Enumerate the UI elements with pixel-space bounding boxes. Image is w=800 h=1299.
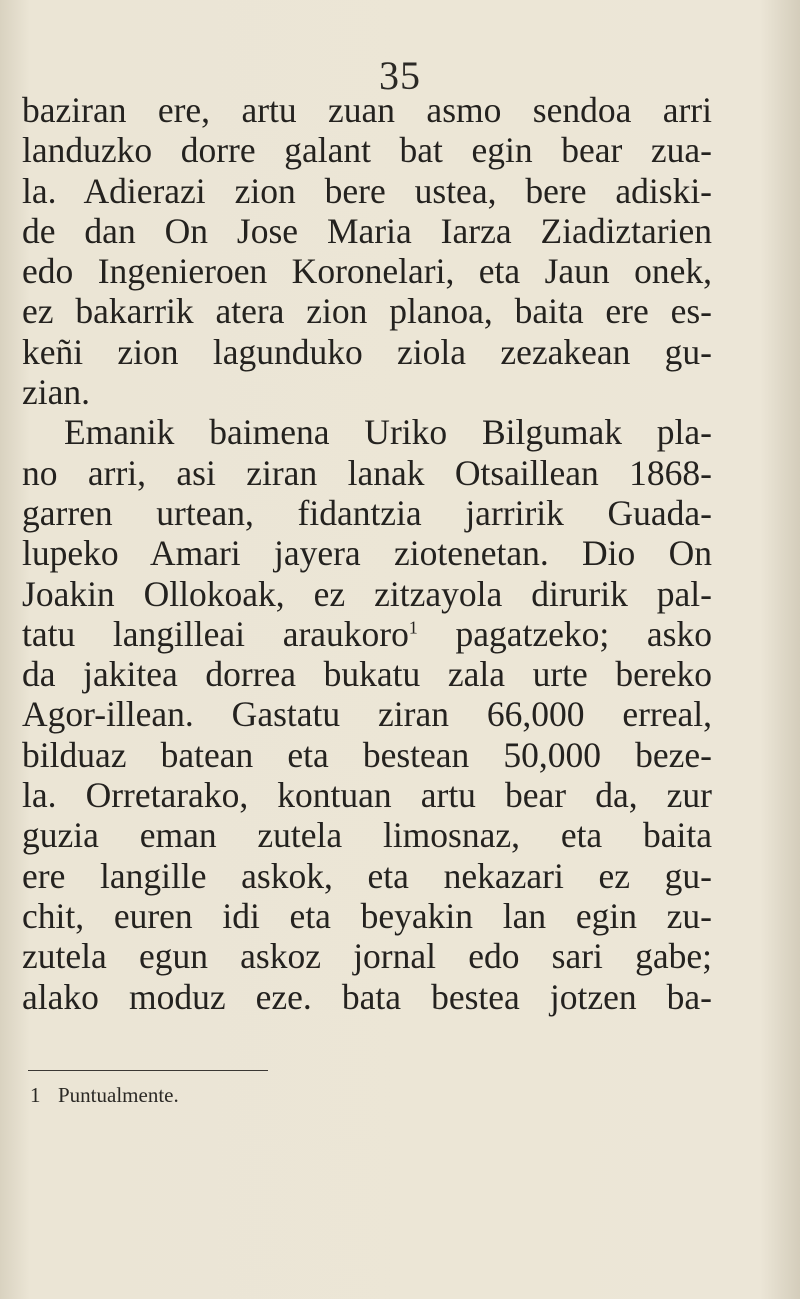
footnote — [30, 1083, 179, 1108]
text-line: de dan On Jose Maria Iarza Ziadiztarien — [22, 210, 712, 251]
text-line-with-footnote-ref — [22, 614, 712, 654]
text-line: Agor-illean. Gastatu ziran 66,000 erreal, — [22, 694, 712, 735]
text-line: keñi zion lagunduko ziola zezakean gu- — [22, 331, 712, 372]
text-line: landuzko dorre galant bat egin bear zua- — [22, 130, 712, 171]
text-line: garren urtean, fidantzia jarririk Guada- — [22, 492, 712, 533]
text-line: Emanik baimena Uriko Bilgumak pla- — [64, 412, 712, 453]
text-line: guzia eman zutela limosnaz, eta baita — [22, 815, 712, 856]
text-line: Joakin Ollokoak, ez zitzayola dirurik pal- — [22, 573, 712, 614]
footnote-number: 1 — [30, 1083, 41, 1107]
text-line: zian. — [22, 372, 91, 413]
page-number: 35 — [379, 53, 421, 98]
footnote-divider — [28, 1070, 268, 1071]
text-line: ez bakarrik atera zion planoa, baita ere es- — [22, 291, 712, 332]
body-text — [22, 90, 712, 1017]
text-line: lupeko Amari jayera ziotenetan. Dio On — [22, 533, 712, 574]
text-line: da jakitea dorrea bukatu zala urte bereko — [22, 654, 712, 695]
text-line: la. Adierazi zion bere ustea, bere adiski- — [22, 170, 712, 211]
footnote-text: Puntualmente. — [58, 1083, 179, 1107]
text-line: baziran ere, artu zuan asmo sendoa arri — [22, 90, 712, 130]
text-line: no arri, asi ziran lanak Otsaillean 1868- — [22, 452, 712, 493]
text-segment: pagatzeko; asko — [417, 613, 712, 654]
text-line: zutela egun askoz jornal edo sari gabe; — [22, 936, 712, 977]
text-segment: tatu langilleai araukoro — [22, 613, 409, 654]
text-line: alako moduz eze. bata bestea jotzen ba- — [22, 976, 712, 1017]
text-line: chit, euren idi eta beyakin lan egin zu- — [22, 895, 712, 936]
text-line: la. Orretarako, kontuan artu bear da, zur — [22, 775, 712, 816]
text-line: ere langille askok, eta nekazari ez gu- — [22, 855, 712, 896]
text-line: edo Ingenieroen Koronelari, eta Jaun onek, — [22, 251, 712, 292]
footnote-reference: 1 — [408, 617, 418, 638]
text-line: bilduaz batean eta bestean 50,000 beze- — [22, 734, 712, 775]
